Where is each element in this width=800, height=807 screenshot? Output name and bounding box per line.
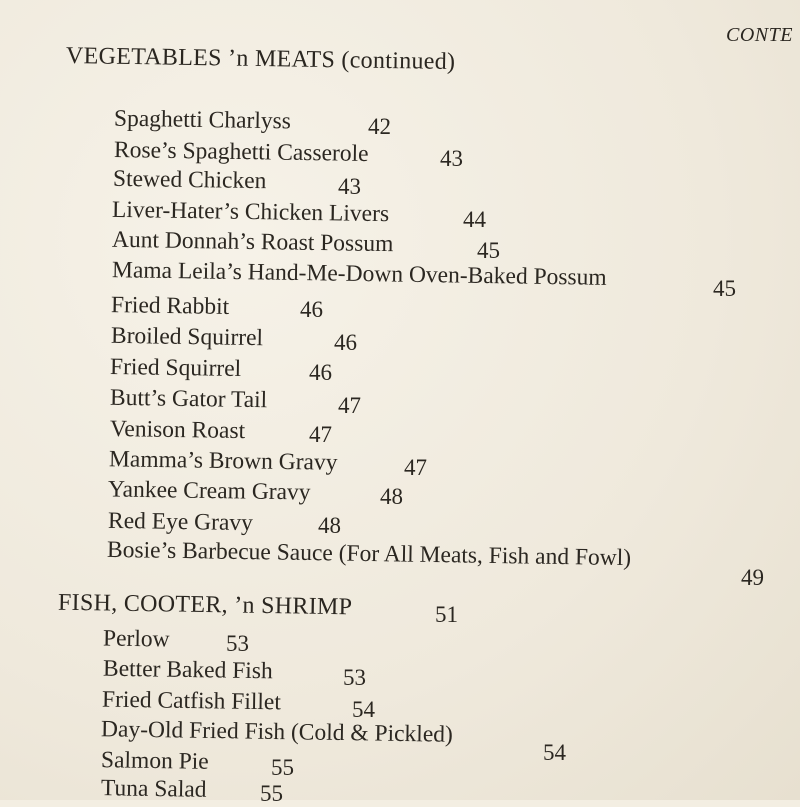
toc-entry-page: 45 (477, 238, 500, 263)
running-head: CONTE (726, 24, 793, 46)
toc-entry-title: Venison Roast (109, 415, 246, 445)
toc-entry-page: 43 (338, 174, 361, 199)
toc-entry-page: 46 (309, 360, 332, 385)
toc-entry-title: Spaghetti Charlyss (113, 105, 292, 135)
toc-entry-title: Perlow (102, 625, 170, 653)
toc-entry-title: Mamma’s Brown Gravy (108, 446, 338, 476)
toc-entry-title: Better Baked Fish (102, 655, 273, 685)
toc-entry-page: 54 (352, 697, 375, 722)
toc-entry-page: 47 (404, 455, 427, 480)
toc-entry-page: 55 (260, 781, 283, 806)
toc-entry-title: Mama Leila’s Hand-Me-Down Oven-Baked Possum (111, 257, 607, 291)
toc-entry-title: Fried Rabbit (110, 292, 230, 320)
toc-entry-page: 48 (380, 484, 403, 509)
toc-entry-page: 53 (226, 631, 249, 656)
toc-entry-title: Rose’s Spaghetti Casserole (113, 137, 369, 167)
toc-entry-title: Salmon Pie (100, 747, 209, 775)
section-heading-fish-cooter-shrimp: FISH, COOTER, ’n SHRIMP (57, 589, 353, 621)
toc-entry-page: 49 (741, 565, 764, 590)
toc-entry-page: 44 (463, 207, 486, 232)
section-heading-vegetables-meats: VEGETABLES ’n MEATS (continued) (65, 42, 456, 76)
toc-entry-title: Fried Squirrel (109, 353, 242, 383)
toc-entry-title: Bosie’s Barbecue Sauce (For All Meats, Fish and Fowl) (106, 536, 632, 572)
toc-entry-page: 47 (338, 393, 361, 418)
toc-entry-title: Tuna Salad (100, 775, 207, 803)
toc-entry-page: 48 (318, 513, 341, 538)
toc-entry-page: 47 (309, 422, 332, 447)
toc-entry-title: Red Eye Gravy (107, 507, 254, 537)
section-page: 51 (435, 602, 458, 627)
toc-entry-title: Stewed Chicken (112, 165, 267, 195)
toc-entry-title: Day-Old Fried Fish (Cold & Pickled) (100, 716, 454, 748)
toc-entry-page: 43 (440, 146, 463, 171)
toc-entry-page: 45 (713, 276, 736, 301)
toc-entry-title: Aunt Donnah’s Roast Possum (111, 226, 394, 258)
toc-entry-title: Broiled Squirrel (110, 322, 264, 352)
toc-entry-title: Butt’s Gator Tail (109, 384, 268, 414)
toc-entry-title: Yankee Cream Gravy (107, 476, 311, 506)
toc-entry-page: 54 (543, 740, 566, 765)
toc-entry-page: 46 (300, 297, 323, 322)
toc-entry-title: Liver-Hater’s Chicken Livers (111, 196, 390, 228)
toc-entry-page: 55 (271, 755, 294, 780)
toc-entry-page: 42 (368, 114, 391, 139)
toc-entry-page: 53 (343, 665, 366, 690)
toc-entry-page: 46 (334, 330, 357, 355)
toc-entry-title: Fried Catfish Fillet (101, 686, 282, 716)
